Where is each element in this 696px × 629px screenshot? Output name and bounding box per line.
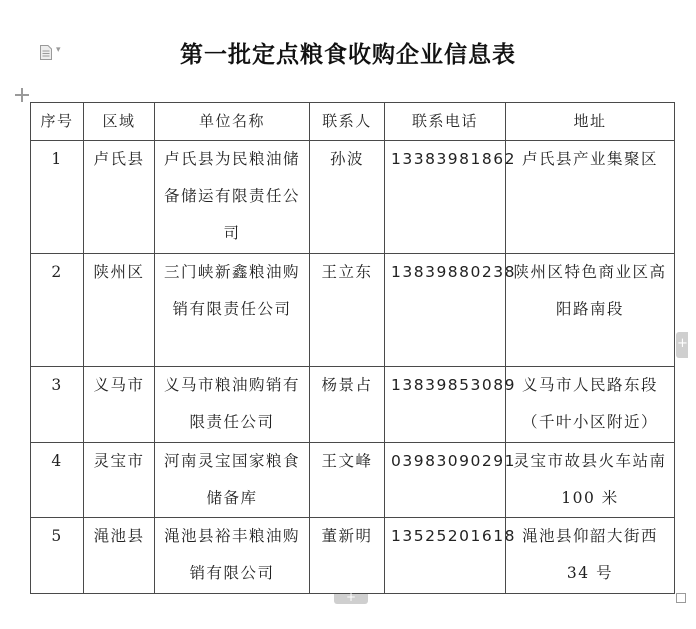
- cell-address: 义马市人民路东段（千叶小区附近）: [506, 367, 675, 443]
- add-row-icon[interactable]: [334, 594, 368, 604]
- header-cell-area: 区域: [84, 103, 155, 141]
- cell-area: 卢氏县: [84, 141, 155, 254]
- cell-unit: 三门峡新鑫粮油购销有限责任公司: [155, 254, 310, 367]
- cell-no: 1: [31, 141, 84, 254]
- cell-contact: 董新明: [310, 518, 385, 594]
- header-cell-no: 序号: [31, 103, 84, 141]
- cell-unit: 卢氏县为民粮油储备储运有限责任公司: [155, 141, 310, 254]
- cell-contact: 王文峰: [310, 443, 385, 518]
- table-row: [31, 141, 675, 254]
- cell-phone: 13839853089: [385, 367, 506, 443]
- table-row: [31, 443, 675, 518]
- header-cell-address: 地址: [506, 103, 675, 141]
- cell-unit: 义马市粮油购销有限责任公司: [155, 367, 310, 443]
- add-column-icon[interactable]: [676, 332, 688, 358]
- cell-area: 渑池县: [84, 518, 155, 594]
- header-cell-phone: 联系电话: [385, 103, 506, 141]
- resize-corner-icon[interactable]: [676, 593, 686, 603]
- header-cell-contact: 联系人: [310, 103, 385, 141]
- cell-address: 陕州区特色商业区高阳路南段: [506, 254, 675, 367]
- enterprise-table: [30, 102, 675, 594]
- table-row: [31, 518, 675, 594]
- table-row: [31, 254, 675, 367]
- table-move-handle-icon[interactable]: [15, 88, 29, 102]
- cell-area: 陕州区: [84, 254, 155, 367]
- cell-address: 卢氏县产业集聚区: [506, 141, 675, 254]
- header-cell-unit: 单位名称: [155, 103, 310, 141]
- cell-unit: 渑池县裕丰粮油购销有限公司: [155, 518, 310, 594]
- page-title: 第一批定点粮食收购企业信息表: [180, 42, 516, 68]
- cell-no: 2: [31, 254, 84, 367]
- cell-contact: 孙波: [310, 141, 385, 254]
- table-header-row: [31, 103, 675, 141]
- cell-phone: 13383981862: [385, 141, 506, 254]
- chevron-down-icon[interactable]: ▾: [56, 45, 61, 55]
- cell-area: 义马市: [84, 367, 155, 443]
- cell-area: 灵宝市: [84, 443, 155, 518]
- cell-address: 灵宝市故县火车站南 100 米: [506, 443, 675, 518]
- cell-no: 3: [31, 367, 84, 443]
- cell-contact: 王立东: [310, 254, 385, 367]
- cell-phone: 13839880238: [385, 254, 506, 367]
- cell-unit: 河南灵宝国家粮食储备库: [155, 443, 310, 518]
- cell-no: 4: [31, 443, 84, 518]
- cell-no: 5: [31, 518, 84, 594]
- cell-phone: 13525201618: [385, 518, 506, 594]
- cell-phone: 03983090291: [385, 443, 506, 518]
- cell-contact: 杨景占: [310, 367, 385, 443]
- cell-address: 渑池县仰韶大街西 34 号: [506, 518, 675, 594]
- table-row: [31, 367, 675, 443]
